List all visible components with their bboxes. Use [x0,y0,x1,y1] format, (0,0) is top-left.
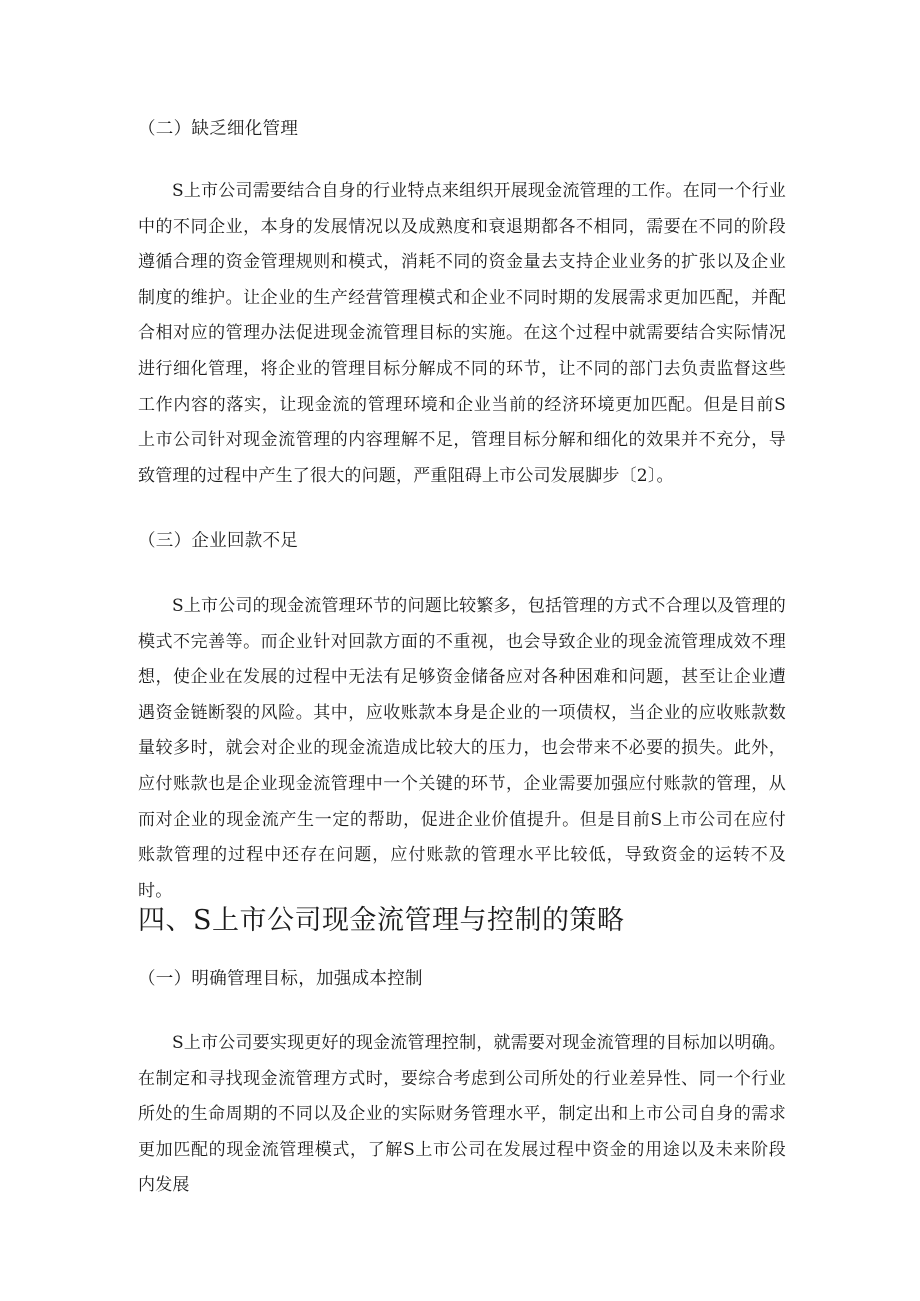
paragraph-insufficient-collection: S上市公司的现金流管理环节的问题比较繁多，包括管理的方式不合理以及管理的模式不完善等。而企业针对回款方面的不重视，也会导致企业的现金流管理成效不理想，使企业在发展的过程中无法有足够资金储备应对各种困难和问题，甚至让企业遭遇资金链断裂的风险。其中，应收账款本身是企业的一项债权，当企业的应收账款数量较多时，就会对企业的现金流造成比较大的压力，也会带来不必要的损失。此外，应付账款也是企业现金流管理中一个关键的环节，企业需要加强应付账款的管理，从而对企业的现金流产生一定的帮助，促进企业价值提升。但是目前S上市公司在应付账款管理的过程中还存在问题，应付账款的管理水平比较低，导致资金的运转不及时。 [138,596,786,901]
paragraph-refined-management: S上市公司需要结合自身的行业特点来组织开展现金流管理的工作。在同一个行业中的不同企业，本身的发展情况以及成熟度和衰退期都各不相同，需要在不同的阶段遵循合理的资金管理规则和模式，消耗不同的资金量去支持企业业务的扩张以及企业制度的维护。让企业的生产经营管理模式和企业不同时期的发展需求更加匹配，并配合相对应的管理办法促进现金流管理目标的实施。在这个过程中就需要结合实际情况进行细化管理，将企业的管理目标分解成不同的环节，让不同的部门去负责监督这些工作内容的落实，让现金流的管理环境和企业当前的经济环境更加匹配。但是目前S上市公司针对现金流管理的内容理解不足，管理目标分解和细化的效果并不充分，导致管理的过程中产生了很大的问题，严重阻碍上市公司发展脚步〔2〕。 [138,181,786,486]
paragraph-clarify-goals: S上市公司要实现更好的现金流管理控制，就需要对现金流管理的目标加以明确。在制定和寻找现金流管理方式时，要综合考虑到公司所处的行业差异性、同一个行业所处的生命周期的不同以及企业的实际财务管理水平，制定出和上市公司自身的需求更加匹配的现金流管理模式，了解S上市公司在发展过程中资金的用途以及未来阶段内发展 [138,1033,786,1196]
subsection-heading-clarify-goals: （一）明确管理目标，加强成本控制 [138,969,423,989]
subsection-heading-insufficient-collection: （三）企业回款不足 [138,531,299,551]
subsection-heading-lack-of-refined-management: （二）缺乏细化管理 [138,119,299,139]
section-heading-strategies: 四、S上市公司现金流管理与控制的策略 [138,905,625,936]
